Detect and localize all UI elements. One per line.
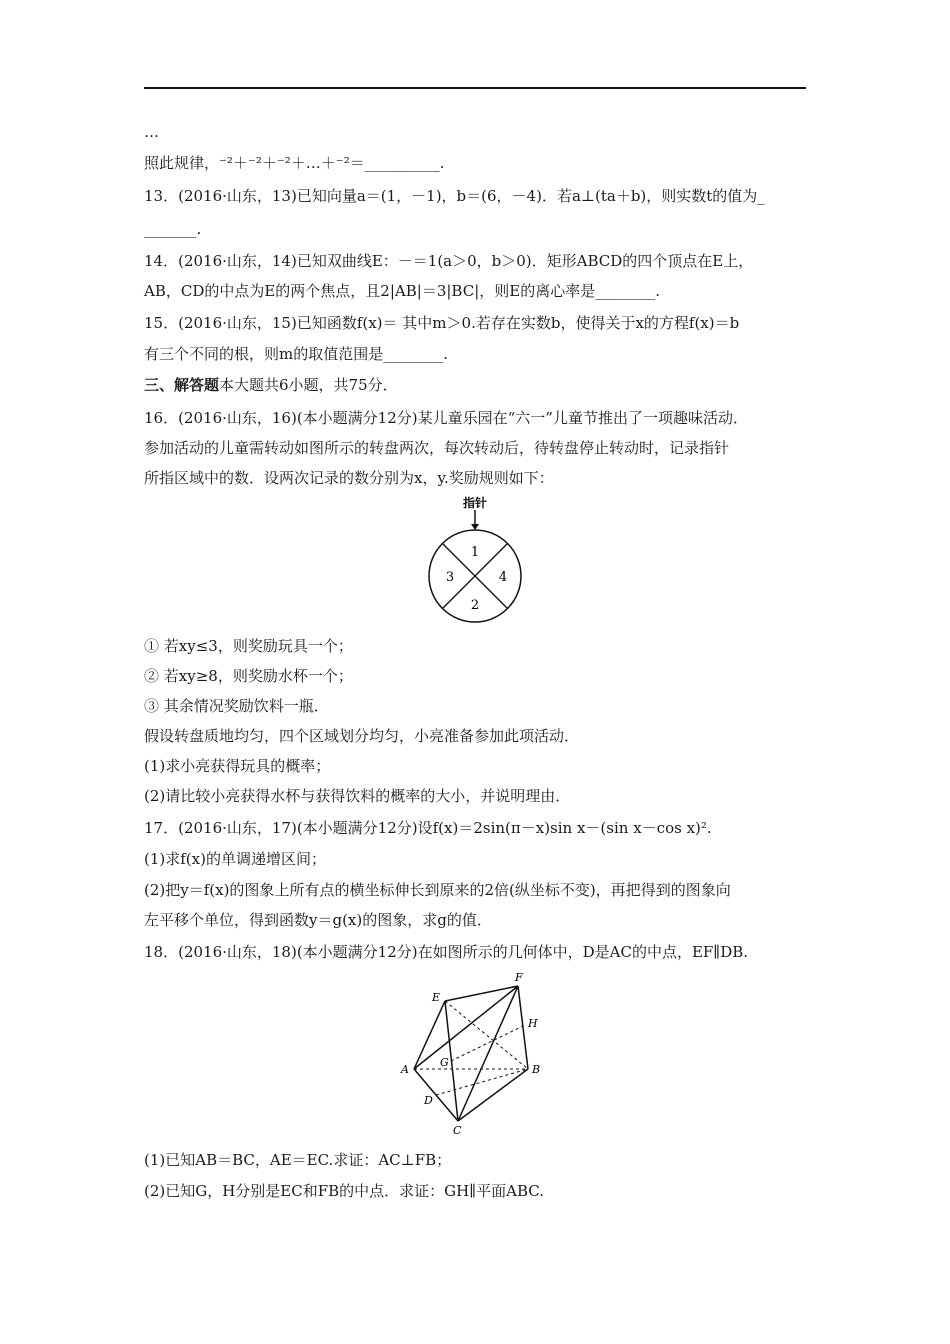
label-C: C <box>453 1124 462 1137</box>
label-G: G <box>440 1056 449 1069</box>
line-text: 照此规律，⁻²＋⁻²＋⁻²＋…＋⁻²＝__________. <box>144 154 445 172</box>
label-D: D <box>424 1094 433 1107</box>
pointer-label: 指针 <box>462 496 488 510</box>
label-H: H <box>528 1017 538 1030</box>
text-line <box>144 251 753 271</box>
text-line <box>144 313 739 333</box>
line-text: 14．(2016·山东，14)已知双曲线E：－＝1(a＞0，b＞0)．矩形ABCD的四个顶点在E上， <box>144 252 754 270</box>
text-line <box>144 122 159 142</box>
solid-figure <box>395 968 555 1140</box>
line-text: ② 若xy≥8，则奖励水杯一个； <box>144 667 353 685</box>
sector-bottom-label: 2 <box>470 598 480 613</box>
line-text: ③ 其余情况奖励饮料一瓶． <box>144 697 329 715</box>
line-text: (2)把y＝f(x)的图象上所有点的横坐标伸长到原来的2倍(纵坐标不变)，再把得到的图象向 <box>144 881 731 899</box>
line-text: … <box>144 123 159 141</box>
line-text: 本大题共6小题，共75分． <box>219 376 398 394</box>
text-line <box>144 468 554 488</box>
text-line <box>144 219 201 239</box>
text-line <box>144 726 579 746</box>
pointer-arrowhead <box>471 524 479 530</box>
text-line <box>144 1181 544 1201</box>
text-line <box>144 186 765 206</box>
section-heading: 三、解答题 <box>144 376 220 394</box>
line-text: (2)请比较小亮获得水杯与获得饮料的概率的大小，并说明理由． <box>144 787 571 805</box>
text-line <box>144 756 330 776</box>
edge-CB <box>458 1069 528 1121</box>
text-line <box>144 666 353 686</box>
line-text: 参加活动的儿童需转动如图所示的转盘两次，每次转动后，待转盘停止转动时，记录指针 <box>144 439 730 457</box>
edge-EF <box>445 986 518 1001</box>
text-line <box>144 408 748 428</box>
dashed-DB <box>436 1069 528 1095</box>
sector-top-label: 1 <box>470 545 480 560</box>
text-line <box>144 636 353 656</box>
line-text: (1)求f(x)的单调递增区间； <box>144 850 326 868</box>
line-text: 有三个不同的根，则m的取值范围是________. <box>144 345 448 363</box>
text-line <box>144 696 329 716</box>
text-line <box>144 942 748 962</box>
spinner-figure <box>410 493 540 628</box>
line-text: 18．(2016·山东，18)(本小题满分12分)在如图所示的几何体中，D是AC的中点，EF∥DB. <box>144 943 749 961</box>
line-text: 假设转盘质地均匀，四个区域划分均匀，小亮准备参加此项活动． <box>144 727 580 745</box>
line-text: ① 若xy≤3，则奖励玩具一个； <box>144 637 353 655</box>
text-line <box>144 910 492 930</box>
line-text: AB，CD的中点为E的两个焦点，且2|AB|＝3|BC|，则E的离心率是________. <box>144 282 660 300</box>
line-text: (1)已知AB＝BC，AE＝EC.求证：AC⊥FB； <box>144 1151 452 1169</box>
line-text: 左平移个单位，得到函数y＝g(x)的图象，求g的值． <box>144 911 492 929</box>
line-text: 所指区域中的数．设两次记录的数分别为x，y.奖励规则如下： <box>144 469 554 487</box>
text-line <box>144 281 660 301</box>
line-text: 13．(2016·山东，13)已知向量a＝(1，－1)，b＝(6，－4)．若a⊥(ta＋b)，则实数t的值为_ <box>144 187 765 205</box>
sector-left-label: 3 <box>445 570 455 585</box>
edge-FB <box>518 986 528 1069</box>
header-rule <box>144 87 806 89</box>
label-F: F <box>515 971 523 984</box>
text-line <box>144 153 445 173</box>
line-text: 17．(2016·山东，17)(本小题满分12分)设f(x)＝2sin(π－x)sin x－(sin x－cos x)². <box>144 819 712 837</box>
text-line <box>144 1150 451 1170</box>
edge-AF <box>414 986 518 1069</box>
line-text: 15．(2016·山东，15)已知函数f(x)＝ 其中m＞0.若存在实数b，使得关于x的方程f(x)＝b <box>144 314 740 332</box>
label-A: A <box>401 1063 409 1076</box>
line-text: (2)已知G，H分别是EC和FB的中点．求证：GH∥平面ABC. <box>144 1182 545 1200</box>
line-text: _______. <box>144 220 202 238</box>
edge-FC <box>458 986 518 1121</box>
text-line <box>144 849 326 869</box>
sector-right-label: 4 <box>498 570 508 585</box>
text-line <box>144 344 448 364</box>
text-line <box>144 880 731 900</box>
label-B: B <box>532 1063 541 1076</box>
line-text: 16．(2016·山东，16)(本小题满分12分)某儿童乐园在“六一”儿童节推出了一项趣味活动． <box>144 409 748 427</box>
line-text: (1)求小亮获得玩具的概率； <box>144 757 331 775</box>
text-line <box>144 438 729 458</box>
text-line <box>144 818 712 838</box>
label-E: E <box>432 991 441 1004</box>
text-line <box>144 786 570 806</box>
text-line <box>144 375 398 395</box>
